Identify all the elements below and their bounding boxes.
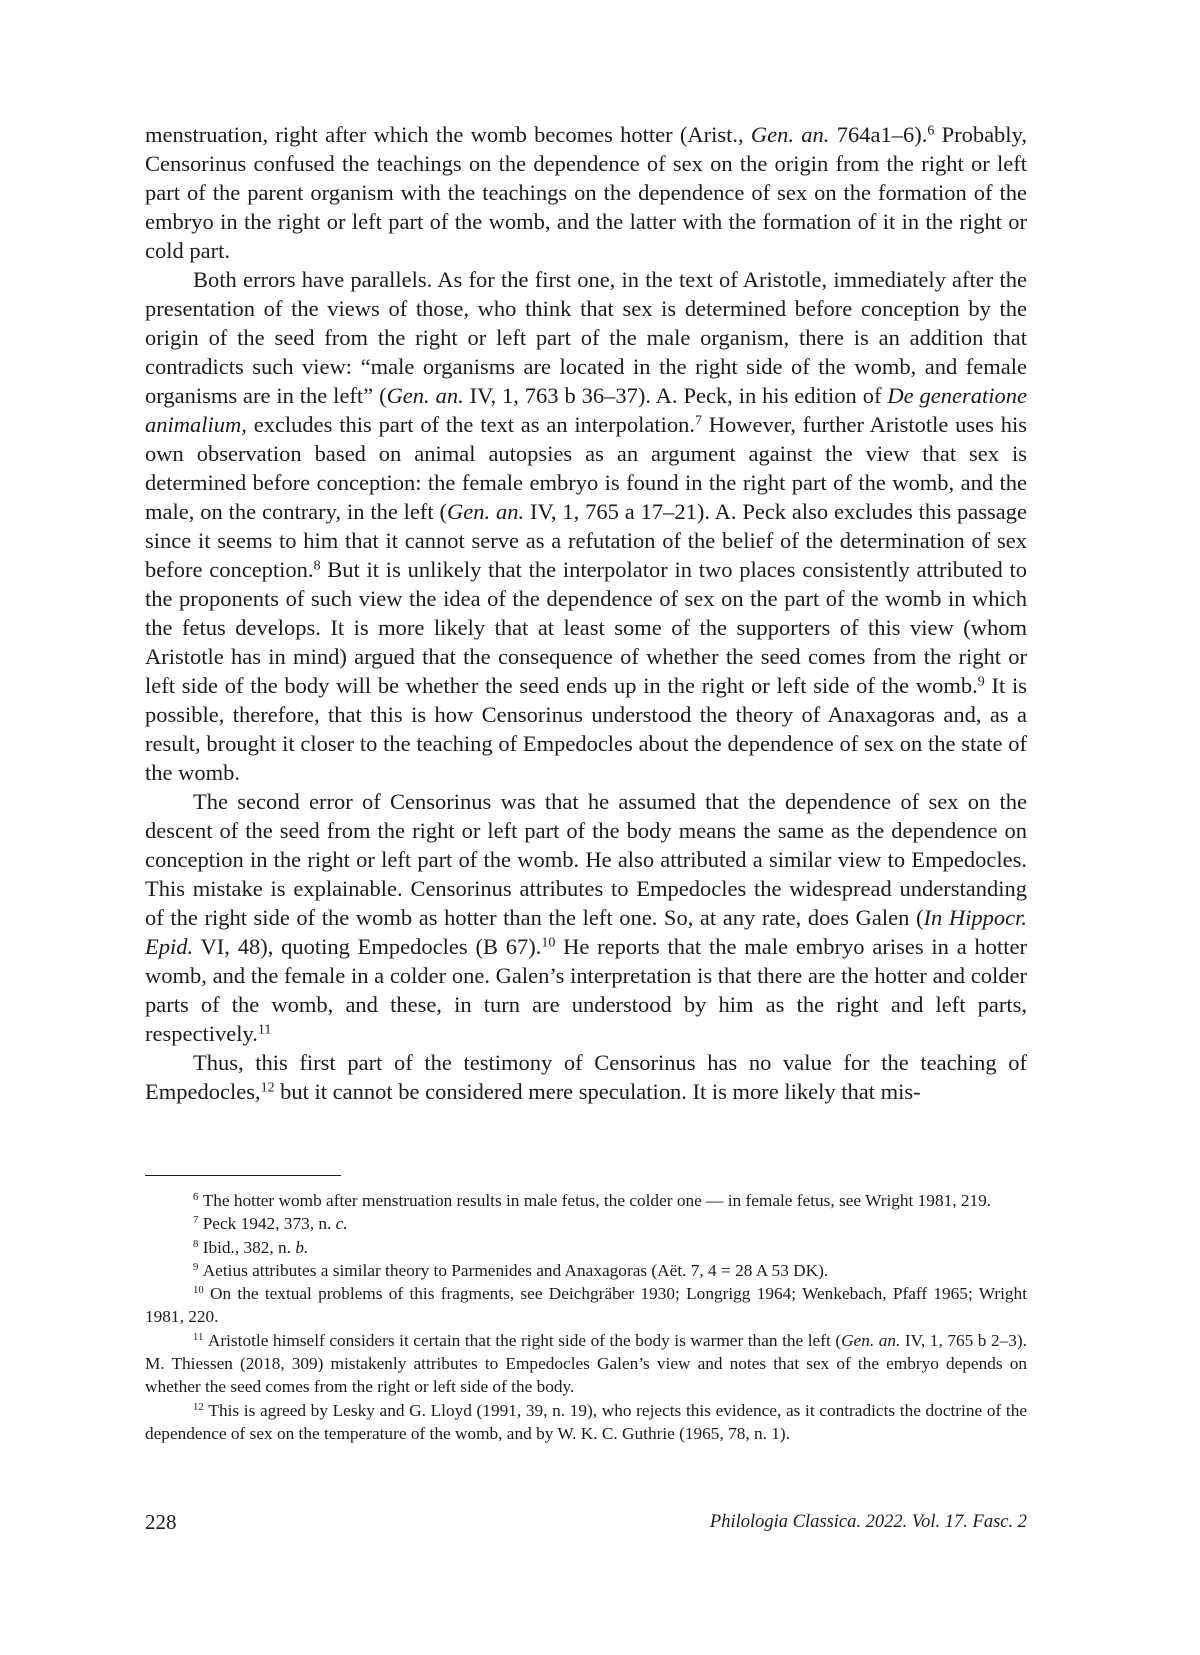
- footnote-ref-12[interactable]: 12: [260, 1080, 275, 1096]
- citation-italic: Gen. an.: [386, 383, 464, 408]
- citation-italic: Gen. an.: [447, 499, 525, 524]
- footnote-text: This is agreed by Lesky and G. Lloyd (1991, 39, n. 19), who rejects this evidence, as it contradicts the doctrine of the dependence of sex on the temperature of the womb, and by W. K. C. Guthrie (1965, 78, n. 1).: [145, 1400, 1027, 1443]
- footnote-italic: b.: [295, 1237, 309, 1257]
- footnote-text: IV, 1, 765 b 2–3). M. Thiessen (2018, 309) mistakenly attributes to Empedocles Galen’s view and notes that sex of the embryo depends on whether the seed comes from the right or left side of the body.: [145, 1330, 1027, 1397]
- footnote-ref-10[interactable]: 10: [541, 935, 556, 951]
- text-run: Probably, Censorinus confused the teachings on the dependence of sex on the origin from the right or left part of the parent organism with the teachings on the dependence of sex on the formation of the embryo in the right or left part of the womb, and the latter with the formation of it in the right or cold part.: [145, 122, 1027, 263]
- footnote-6: [145, 1189, 1027, 1212]
- footnote-italic: c.: [335, 1214, 348, 1234]
- paragraph-2: [145, 265, 1027, 787]
- footnote-number: 9: [193, 1261, 199, 1273]
- footnote-text: Aristotle himself considers it certain that the right side of the body is warmer than the left (: [207, 1330, 842, 1350]
- footnote-ref-8[interactable]: 8: [313, 558, 321, 574]
- footnote-divider: [145, 1175, 341, 1176]
- footnote-ref-7[interactable]: 7: [695, 413, 702, 429]
- title-italic: De generatione animalium,: [145, 383, 1027, 437]
- text-run: IV, 1, 763 b 36–37). A. Peck, in his edition of: [463, 383, 888, 408]
- footnote-number: 8: [193, 1237, 199, 1250]
- text-run: but it cannot be considered mere speculation. It is more likely that mis-: [274, 1079, 921, 1104]
- footnotes: [145, 1189, 1027, 1445]
- footnote-12: [145, 1399, 1027, 1446]
- paragraph-4: [145, 1048, 1027, 1106]
- footnote-9: [145, 1259, 1027, 1282]
- citation-italic: Gen. an.: [750, 122, 830, 147]
- text-run: But it is unlikely that the interpolator in two places consistently attributed to the proponents of such view the idea of the dependence of sex on the part of the womb in which the fetus develops. It is more likely that at least some of the supporters of this view (whom Aristotle has in mind) argued that the consequence of whether the seed comes from the right or left side of the body will be whether the seed ends up in the right or left side of the womb.: [145, 557, 1027, 698]
- page-number: 228: [145, 1510, 177, 1534]
- text-run: IV, 1, 765 a 17–21). A. Peck also excludes this passage since it seems to him that it cannot serve as a refutation of the belief of the determination of sex before conception.: [145, 499, 1027, 582]
- citation-italic: In Hippocr. Epid.: [145, 905, 1027, 959]
- footnote-ref-6[interactable]: 6: [927, 123, 935, 139]
- text-run: 764a1–6).: [829, 122, 928, 147]
- footnote-text: Peck 1942, 373, n.: [202, 1214, 336, 1234]
- footnote-number: 12: [193, 1400, 204, 1413]
- paragraph-1: [145, 120, 1027, 265]
- text-run: menstruation, right after which the womb becomes hotter (Arist.,: [145, 122, 751, 147]
- text-run: Thus, this first part of the testimony of Censorinus has no value for the teaching of Empedocles,: [145, 1050, 1027, 1104]
- footnote-number: 7: [193, 1214, 199, 1227]
- text-run: He reports that the male embryo arises in a hotter womb, and the female in a colder one. Galen’s interpretation is that there are the hotter and colder parts of the womb, and these, in turn are understood by him as the right and left parts, respectively.: [145, 934, 1027, 1046]
- footnote-8: [145, 1236, 1027, 1259]
- text-run: However, further Aristotle uses his own observation based on animal autopsies as an argument against the view that sex is determined before conception: the female embryo is found in the right part of the womb, and the male, on the contrary, in the left (: [145, 412, 1027, 524]
- footnote-text: The hotter womb after menstruation results in male fetus, the colder one — in female fetus, see Wright 1981, 219.: [202, 1191, 992, 1210]
- footnote-number: 11: [193, 1330, 204, 1343]
- body-text: [145, 120, 1027, 1106]
- paragraph-3: [145, 787, 1027, 1048]
- text-run: The second error of Censorinus was that he assumed that the dependence of sex on the descent of the seed from the right or left part of the body means the same as the dependence on conception in the right or left part of the womb. He also attributed a similar view to Empedocles. This mistake is explainable. Censorinus attributes to Empedocles the widespread understanding of the right side of the womb as hotter than the left one. So, at any rate, does Galen (: [145, 789, 1027, 930]
- page-footer: [145, 1510, 1027, 1540]
- footnote-text: On the textual problems of this fragments, see Deichgräber 1930; Longrigg 1964; Wenkebach, Pfaff 1965; Wright 1981, 220.: [145, 1284, 1027, 1327]
- footnote-10: [145, 1282, 1027, 1329]
- footnote-text: Ibid., 382, n.: [202, 1237, 296, 1257]
- footnote-italic: Gen. an.: [841, 1330, 901, 1350]
- footnote-ref-11[interactable]: 11: [257, 1022, 272, 1038]
- text-run: It is possible, therefore, that this is how Censorinus understood the theory of Anaxagoras and, as a result, brought it closer to the teaching of Empedocles about the dependence of sex on the state of the womb.: [145, 673, 1027, 785]
- text-run: excludes this part of the text as an interpolation.: [246, 412, 696, 437]
- text-run: VI, 48), quoting Empedocles (B 67).: [193, 934, 542, 959]
- text-run: Both errors have parallels. As for the first one, in the text of Aristotle, immediately after the presentation of the views of those, who think that sex is determined before conception by the origin of the seed from the right or left part of the male organism, there is an addition that contradicts such view: “male organisms are located in the right side of the womb, and female organisms are in the left” (: [145, 267, 1027, 408]
- main-text: [145, 120, 1027, 1106]
- footnote-number: 10: [193, 1284, 204, 1297]
- footnote-11: [145, 1329, 1027, 1399]
- journal-citation: Philologia Classica. 2022. Vol. 17. Fasc. 2: [709, 1512, 1027, 1532]
- footnote-7: [145, 1212, 1027, 1235]
- footnote-text: Aetius attributes a similar theory to Parmenides and Anaxagoras (Aët. 7, 4 = 28 A 53 DK).: [202, 1260, 829, 1280]
- footnote-number: 6: [193, 1191, 199, 1204]
- footnote-ref-9[interactable]: 9: [977, 674, 985, 690]
